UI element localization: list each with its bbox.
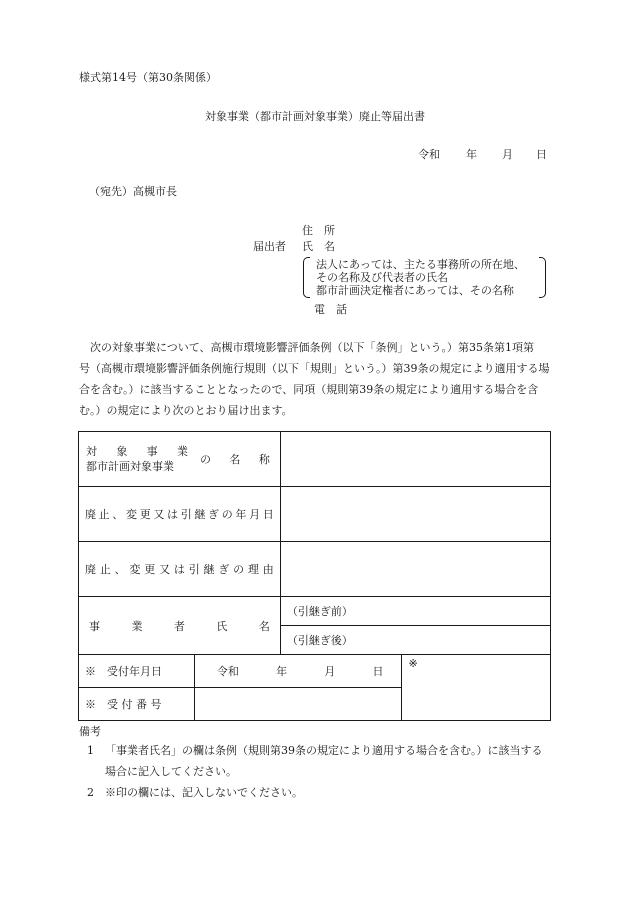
table-row	[79, 542, 551, 597]
project-name-label	[79, 432, 281, 487]
date-era: 令和	[418, 148, 440, 161]
project-label-suffix: の 名 称	[200, 453, 270, 466]
addressee: （宛先）高槻市長	[89, 185, 177, 198]
project-name-value[interactable]	[280, 432, 550, 487]
notifier-note-bracket	[303, 257, 546, 298]
receipt-date-label: ※ 受付年月日	[79, 655, 195, 688]
abolition-reason-value[interactable]	[280, 542, 550, 597]
receipt-number-value[interactable]	[194, 688, 402, 721]
table-row	[79, 655, 551, 688]
date-day: 日	[536, 148, 547, 161]
notification-table	[78, 431, 551, 721]
form-number: 様式第14号（第30条関係）	[79, 71, 217, 84]
notifier-note-line3: 都市計画決定権者にあっては、その名称	[316, 284, 514, 297]
notifier-note-line2: その名称及び代表者の氏名	[316, 271, 448, 284]
notifier-name-label: 氏 名	[302, 240, 335, 253]
abolition-date-label: 廃 止 、 変 更 又 は 引 継 ぎ の 年 月 日	[79, 487, 281, 542]
list-item: 2 ※印の欄には、記入しないでください。	[87, 786, 303, 799]
document-title: 対象事業（都市計画対象事業）廃止等届出書	[205, 110, 425, 123]
operator-after[interactable]: （引継ぎ後）	[280, 626, 550, 655]
notifier-note-line1: 法人にあっては、主たる事務所の所在地、	[316, 258, 525, 271]
date-year: 年	[466, 148, 477, 161]
project-label-a: 対 象 事 業	[86, 445, 188, 458]
project-label-b: 都市計画対象事業	[86, 460, 174, 473]
bracket-left	[303, 257, 310, 298]
table-row	[79, 597, 551, 626]
notifier-label: 届出者	[253, 240, 286, 253]
abolition-date-value[interactable]	[280, 487, 550, 542]
table-row	[79, 487, 551, 542]
date-month: 月	[502, 148, 513, 161]
receipt-mark-cell	[402, 655, 551, 721]
receipt-number-label: ※ 受 付 番 号	[79, 688, 195, 721]
abolition-reason-label: 廃 止 、 変 更 又 は 引 継 ぎ の 理 由	[79, 542, 281, 597]
remarks	[79, 724, 551, 803]
table-row	[79, 432, 551, 487]
body-text: 次の対象事業について、高槻市環境影響評価条例（以下「条例」という。）第35条第1項第 号（高槻市環境影響評価条例施行規則（以下「規則」という。）第39条の規定により適用する場合を含む。）に該当することとなったので、同項（規則第39条の規定により適用する場合を含む。）の規定により次のとおり届け出ます。	[79, 341, 550, 417]
notifier-address-label: 住 所	[302, 224, 335, 237]
operator-before[interactable]: （引継ぎ前）	[280, 597, 550, 626]
notifier-phone-label: 電 話	[314, 303, 347, 316]
list-item: 1 「事業者氏名」の欄は条例（規則第39条の規定により適用する場合を含む。）に該当する場合に記入してください。	[87, 744, 543, 778]
remarks-heading: 備考	[79, 725, 101, 738]
operator-name-label: 事 業 者 氏 名	[79, 597, 281, 655]
bracket-right	[539, 257, 546, 298]
receipt-mark: ※	[408, 657, 418, 670]
receipt-date-value[interactable]: 令和 年 月 日	[194, 655, 402, 688]
